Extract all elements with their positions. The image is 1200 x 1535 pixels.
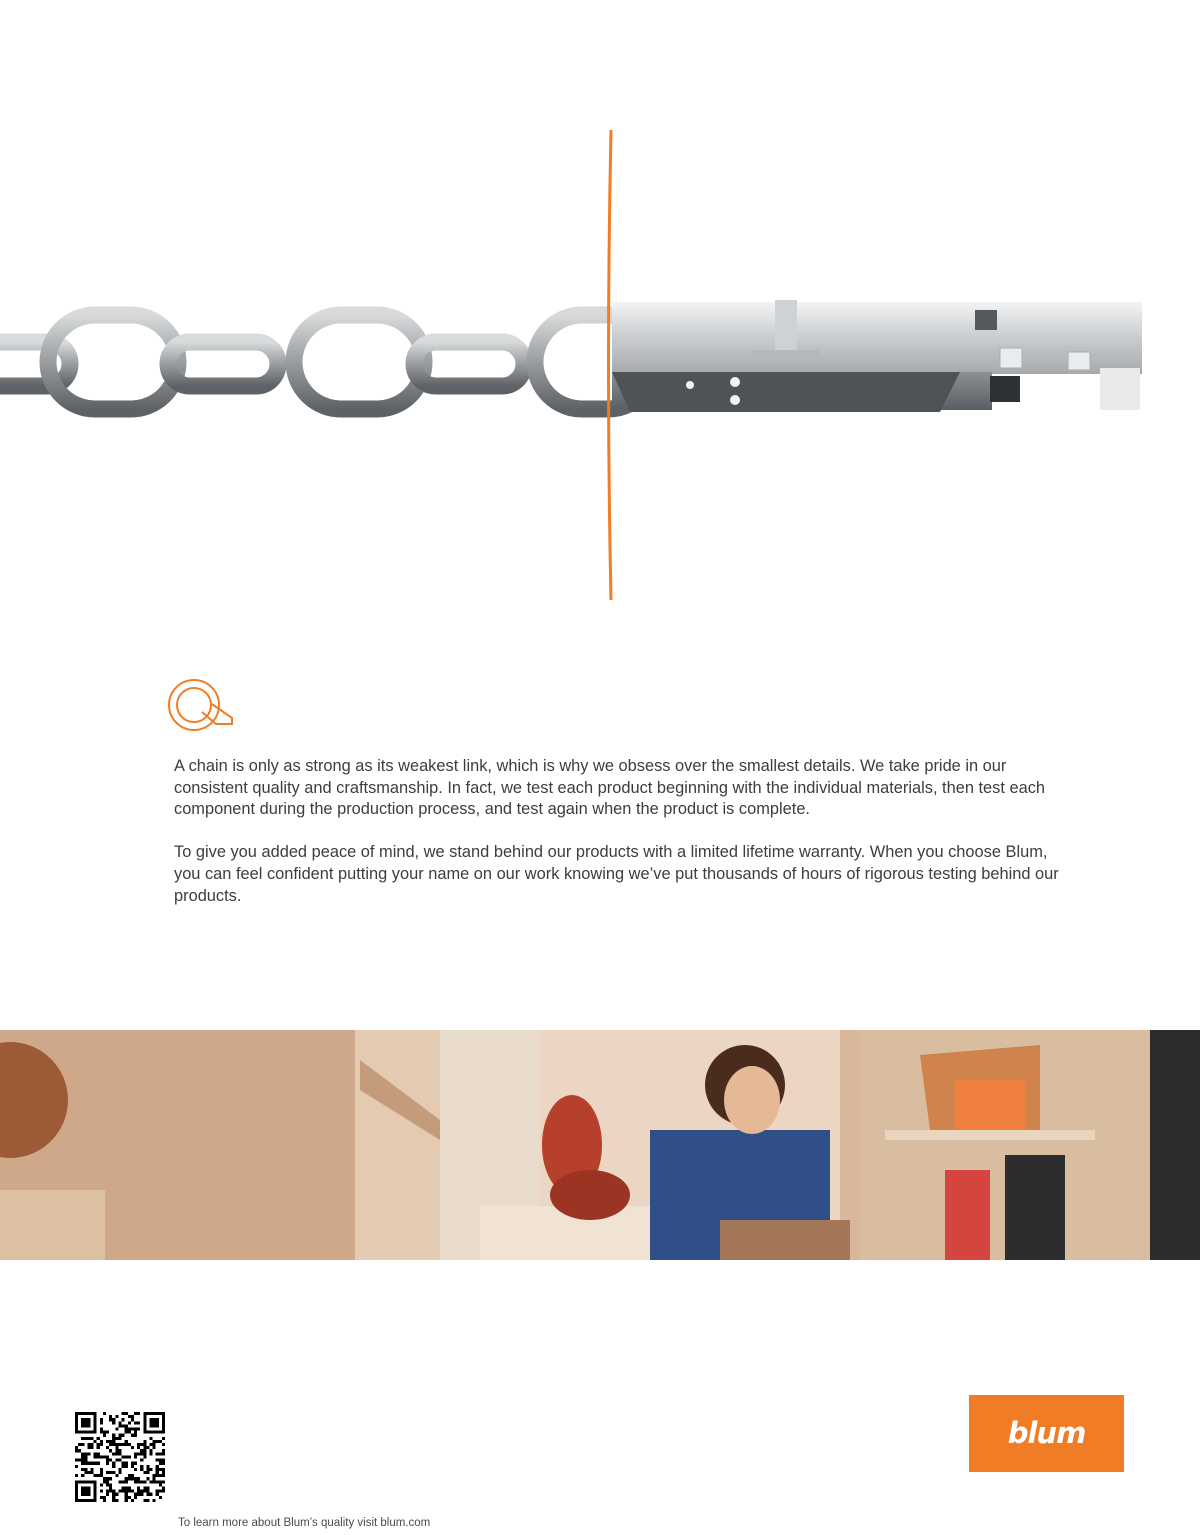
paragraph-warranty: To give you added peace of mind, we stand behind our products with a limited lifetime warranty. When you choose Blum, you can feel confident putting your name on our work knowing we’ve put thousands of hours of rigorous testing behind our products. (174, 843, 1059, 905)
body-text (174, 756, 1074, 929)
hero-image (0, 120, 1200, 610)
brand-name: blum (1007, 1415, 1086, 1450)
quality-q-icon (166, 678, 234, 734)
chain (0, 315, 655, 409)
drawer-runner (612, 300, 1142, 412)
footer-note: To learn more about Blum’s quality visit blum.com (178, 1517, 431, 1529)
paragraph-quality: A chain is only as strong as its weakest link, which is why we obsess over the smallest details. We take pride in our consistent quality and craftsmanship. In fact, we test each product beginning with the individual materials, then test each component during the production process, and test again when the product is complete. (174, 757, 1046, 819)
qr-code-icon[interactable] (75, 1412, 165, 1502)
blum-logo-icon[interactable] (969, 1395, 1124, 1472)
lifestyle-photo (0, 1030, 1200, 1260)
